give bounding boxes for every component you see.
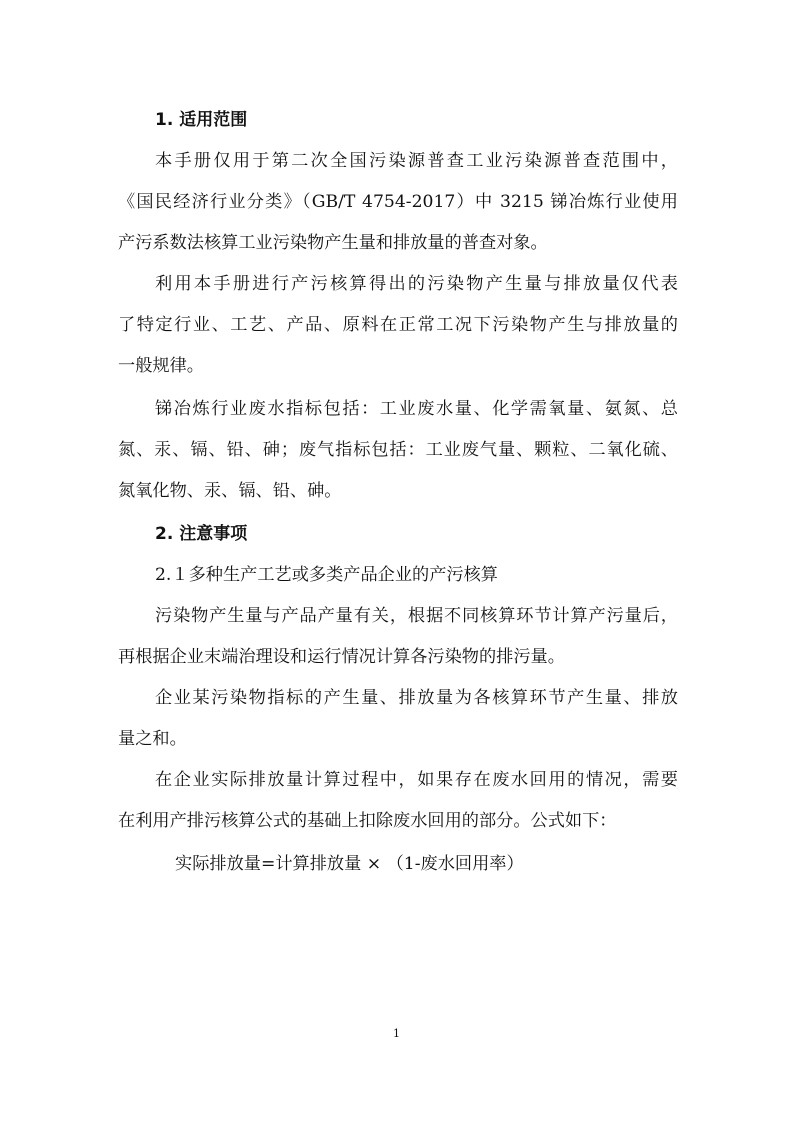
section-heading-scope: 1. 适用范围 [155, 110, 248, 130]
paragraph-line: 《国民经济行业分类》（GB/T 4754-2017）中 3215 锑冶炼行业使用 [118, 192, 678, 212]
paragraph-line: 氮氧化物、汞、镉、铅、砷。 [118, 481, 342, 501]
paragraph-line: 一般规律。 [118, 356, 204, 376]
section-heading-notes: 2. 注意事项 [155, 524, 248, 544]
paragraph-line: 了特定行业、工艺、产品、原料在正常工况下污染物产生与排放量的 [118, 315, 678, 335]
formula: 实际排放量=计算排放量 × （1-废水回用率） [175, 854, 524, 874]
paragraph-line: 锑冶炼行业废水指标包括：工业废水量、化学需氧量、氨氮、总 [155, 399, 678, 419]
paragraph-line: 企业某污染物指标的产生量、排放量为各核算环节产生量、排放 [155, 688, 678, 708]
page-number: 1 [393, 1027, 400, 1040]
subsection-heading: 2.１多种生产工艺或多类产品企业的产污核算 [155, 565, 498, 585]
paragraph-line: 氮、汞、镉、铅、砷；废气指标包括：工业废气量、颗粒、二氧化硫、 [118, 440, 678, 460]
paragraph-line: 产污系数法核算工业污染物产生量和排放量的普查对象。 [118, 233, 548, 253]
paragraph-line: 本手册仅用于第二次全国污染源普查工业污染源普查范围中， [155, 151, 678, 171]
paragraph-line: 污染物产生量与产品产量有关，根据不同核算环节计算产污量后， [155, 606, 678, 626]
paragraph-line: 量之和。 [118, 729, 187, 749]
paragraph-line: 再根据企业末端治理设和运行情况计算各污染物的排污量。 [118, 647, 565, 667]
paragraph-line: 利用本手册进行产污核算得出的污染物产生量与排放量仅代表 [155, 274, 678, 294]
paragraph-line: 在企业实际排放量计算过程中，如果存在废水回用的情况，需要 [155, 770, 678, 790]
paragraph-line: 在利用产排污核算公式的基础上扣除废水回用的部分。公式如下： [118, 811, 617, 831]
